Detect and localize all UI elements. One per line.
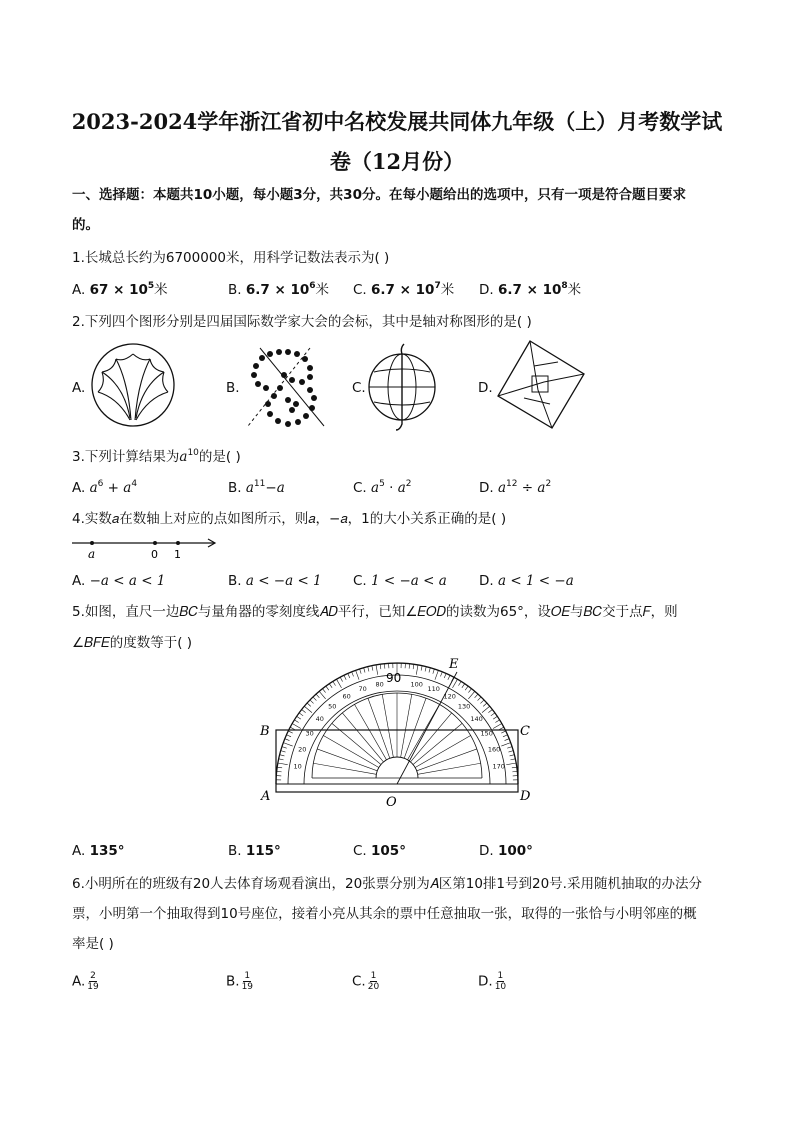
q4-point-1 [176,541,180,545]
q2-a-label: A. [72,380,86,396]
protractor-scale-label: 140 [470,715,483,724]
protractor-tick [448,675,450,679]
protractor-tick [364,668,365,673]
q3-a-label: A. [72,480,86,496]
q6-b-den: 19 [241,982,254,992]
q1-stem: 1.长城总长约为6700000米，用科学记数法表示为( ) [72,250,390,266]
protractor-tick [384,664,385,669]
q1-b-base: 6.7 × 10 [245,282,310,298]
q3-a-p1: a [89,480,98,496]
q1-d-exp: 8 [561,281,568,291]
q2-logo-d [494,338,588,432]
q6-c-fraction [368,971,379,992]
q1-a-label: A. [72,282,86,298]
protractor-scale-label: 130 [457,702,471,711]
q3-b-p1: a [245,480,254,496]
q4-c-text: 1 < −a < a [371,573,447,589]
q3-d-e1: 12 [506,479,518,489]
protractor-tick [421,666,422,671]
q3-c-p2: a [397,480,406,496]
q2-b-label: B. [226,380,240,396]
q4-c-label: C. [353,573,367,589]
q5-stem-line2: ∠𝐵𝐹𝐸的度数等于( ) [72,635,193,651]
q5-option-a [72,842,125,860]
q1-c-base: 6.7 × 10 [371,282,435,298]
q3-stem [72,448,241,466]
protractor-tick [297,716,301,719]
q6-option-a [72,971,99,992]
q1-a-unit: 米 [154,282,168,298]
q6-c-num: 1 [370,971,377,981]
protractor-tick [475,694,478,698]
q6-d-fraction [495,971,506,992]
q1-c-exp: 7 [434,281,441,291]
protractor-tick [337,679,342,688]
q4-b-label: B. [228,573,242,589]
q3-a-e1: 6 [97,479,104,489]
protractor-tick [491,713,495,716]
protractor-ray [368,698,390,758]
protractor-scale-label: 100 [410,680,423,689]
q6-a-fraction [87,971,98,992]
q4-d-label: D. [479,573,494,589]
q5-option-d [479,842,533,860]
q3-option-d [479,479,551,497]
protractor-tick [279,759,284,760]
q5-option-c [353,842,406,860]
protractor-tick [507,747,512,749]
q6-a-den: 19 [87,982,99,992]
protractor-tick [506,763,516,765]
q5-label-C: C [520,724,530,739]
protractor-ray [323,736,378,768]
protractor-tick [329,684,332,688]
q6-line3: 率是( ) [72,936,114,952]
protractor-tick [413,664,414,669]
q3-c-e1: 5 [379,479,385,489]
protractor-tick [310,700,314,703]
protractor-tick [465,686,468,690]
q3-d-label: D. [479,480,494,496]
protractor-tick [478,697,481,701]
protractor-scale-label: 120 [443,692,456,701]
protractor-tick [313,697,316,701]
protractor-tick [510,755,515,756]
protractor-tick [277,767,282,768]
q6-c-label: C. [352,973,366,990]
q4-option-a [72,572,165,590]
q4-stem: 4.实数𝑎在数轴上对应的点如图所示，则𝑎，−𝑎，1的大小关系正确的是( ) [72,511,507,527]
q5-b-label: B. [228,843,242,859]
q5-b-text: 115° [245,843,281,859]
protractor-ray [401,694,412,757]
q6-a-num: 2 [90,971,96,981]
q4-a-text: −a < a < 1 [89,573,166,589]
q3-c-op: · [384,480,398,496]
q6-option-d [478,971,506,992]
q2-logo-b [244,344,330,430]
protractor-tick [425,667,426,672]
section-intro-line2: 的。 [72,217,99,233]
protractor-tick [299,713,303,716]
q1-c-unit: 米 [440,282,455,298]
protractor-tick [453,679,458,688]
q6-b-num: 1 [244,971,251,981]
q3-d-p1: a [497,480,507,496]
q2-c-label: C. [352,380,366,396]
q3-a-op: + [103,480,124,496]
q3-b-e1: 11 [253,479,266,489]
protractor-tick [304,706,312,712]
q3-b-op: − [265,480,277,496]
q3-stem-pre: 3.下列计算结果为 [72,449,180,465]
q1-a-base: 67 × 10 [89,282,148,298]
protractor-tick [344,675,346,679]
protractor-tick [512,771,517,772]
q2-stem: 2.下列四个图形分别是四届国际数学家大会的会标，其中是轴对称图形的是( ) [72,314,532,330]
protractor-tick [483,703,487,706]
protractor-tick [348,673,350,678]
protractor-tick [458,681,461,685]
q5-d-label: D. [479,843,494,859]
q3-option-b [228,479,285,497]
protractor-scale-label: 30 [305,729,314,738]
protractor-ray [317,749,377,771]
q5-label-A: A [261,789,271,804]
q1-option-a [72,281,168,299]
protractor-scale-label: 170 [492,762,505,771]
protractor-tick [435,670,438,679]
protractor-tick [352,672,354,677]
protractor-scale-label: 150 [480,729,493,738]
protractor-ray [418,763,481,774]
q3-d-p2: a [537,480,546,496]
q4-option-c [353,572,447,590]
protractor-tick [283,743,292,746]
q6-b-label: B. [226,973,240,990]
q1-option-d [479,281,581,299]
q6-d-num: 1 [497,971,504,981]
q4-b-text: a < −a < 1 [245,573,322,589]
protractor-tick [307,703,311,706]
document-title-line1: 2023-2024学年浙江省初中名校发展共同体九年级（上）月考数学试 [71,109,723,134]
q3-stem-exp: 10 [187,448,199,458]
q6-option-c [352,971,379,992]
protractor-scale-label: 160 [487,745,501,754]
protractor-tick [281,751,286,752]
q6-line2: 票，小明第一个抽取得到10号座位，接着小亮从其余的票中任意抽取一张，取得的一张恰与小明邻座的概 [72,906,697,922]
q1-b-label: B. [228,282,242,298]
protractor-tick [462,684,465,688]
q4-point-a [90,541,94,545]
q3-c-label: C. [353,480,367,496]
q3-b-label: B. [228,480,242,496]
protractor-tick [444,673,446,678]
q3-stem-post: 的是( ) [198,449,241,465]
protractor-scale-label: 60 [342,692,351,701]
q1-b-exp: 6 [309,281,316,291]
q1-d-base: 6.7 × 10 [497,282,562,298]
protractor-ray [382,694,393,757]
q1-d-label: D. [479,282,494,298]
protractor-ray [415,736,470,768]
q5-a-label: A. [72,843,86,859]
q2-d-label: D. [478,380,493,396]
protractor-tick [277,771,282,772]
protractor-tick [356,670,359,679]
protractor-tick [294,720,298,723]
q5-label-O: O [386,795,397,810]
q4-a-label: A. [72,573,86,589]
q3-c-p1: a [371,480,380,496]
q4-option-d [479,572,574,590]
q3-d-op: ÷ [517,480,538,496]
q5-label-B: B [260,724,270,739]
q4-axis-a: a [88,547,96,561]
protractor-scale-label: 10 [293,762,302,771]
protractor-tick [326,686,329,690]
protractor-ray [417,749,477,771]
protractor-tick [278,763,288,765]
q5-a-text: 135° [89,843,125,859]
protractor-tick [493,724,502,729]
protractor-tick [488,710,492,713]
q5-label-90: 90 [386,671,402,685]
q1-a-exp: 5 [147,281,155,291]
protractor-tick [468,691,474,699]
protractor-tick [368,667,369,672]
protractor-tick [319,691,325,699]
q1-option-b [228,281,329,299]
section-intro-line1: 一、选择题：本题共10小题，每小题3分，共30分。在每小题给出的选项中，只有一项是符合题目要求 [72,187,686,203]
protractor-tick [480,700,484,703]
q1-b-unit: 米 [315,282,330,298]
protractor-scale-label: 20 [298,745,307,754]
protractor-tick [376,665,378,675]
protractor-tick [280,755,285,756]
q3-option-c [353,479,411,497]
protractor-tick [323,689,326,693]
protractor-tick [409,664,410,669]
q3-a-e2: 4 [131,479,138,489]
protractor-tick [416,665,418,675]
protractor-scale-label: 50 [328,702,337,711]
protractor-tick [512,767,517,768]
protractor-tick [333,681,336,685]
protractor-tick [493,716,497,719]
q2-logo-a [90,342,176,428]
protractor-tick [482,706,490,712]
q1-c-label: C. [353,282,367,298]
q6-d-den: 10 [494,982,507,992]
protractor-scale-label: 70 [358,685,367,694]
q5-stem-line1: 5.如图，直尺一边𝐵𝐶与量角器的零刻度线𝐴𝐷平行，已知∠𝐸𝑂𝐷的读数为65°，设𝑂𝐸与𝐵𝐶交于点𝐹，则 [72,604,678,620]
q2-logo-c [366,342,442,432]
protractor-tick [285,739,290,741]
q3-a-p2: a [123,480,132,496]
q4-d-text: a < 1 < −a [497,573,574,589]
protractor-tick [510,759,515,760]
protractor-tick [501,743,510,746]
protractor-tick [468,689,471,693]
q6-line1: 6.小明所在的班级有20人去体育场观看演出，20张票分别为𝐴区第10排1号到20号.采用随机抽取的办法分 [72,876,702,892]
protractor-tick [288,731,292,733]
protractor-scale-label: 80 [375,680,384,689]
protractor-tick [282,747,287,749]
q5-label-D: D [520,789,531,804]
protractor-tick [340,677,342,681]
protractor-tick [433,669,435,674]
protractor-tick [505,739,510,741]
q5-c-label: C. [353,843,367,859]
protractor-tick [495,720,499,723]
protractor-tick [440,672,442,677]
protractor-tick [509,751,514,752]
q3-option-a [72,479,137,497]
protractor-tick [429,668,430,673]
protractor-tick [290,727,294,729]
protractor-tick [302,710,306,713]
q1-option-c [353,281,454,299]
protractor-tick [499,727,503,729]
protractor-scale-label: 40 [315,715,324,724]
q6-b-fraction [242,971,253,992]
q5-c-text: 105° [371,843,406,859]
protractor-tick [286,735,291,737]
q5-option-b [228,842,281,860]
q5-d-text: 100° [497,843,533,859]
protractor-ray [355,704,387,759]
protractor-tick [372,666,373,671]
q3-c-e2: 2 [405,479,412,489]
q3-b-p2: a [276,480,285,496]
q4-option-b [228,572,322,590]
protractor-tick [292,724,301,729]
protractor-tick [316,694,319,698]
q4-point-0 [153,541,157,545]
protractor-tick [503,735,508,737]
protractor-ray [313,763,376,774]
protractor-tick [360,669,362,674]
protractor-tick [501,731,505,733]
q3-d-e2: 2 [545,479,552,489]
q4-axis-1: 1 [174,548,181,561]
q5-label-E: E [449,657,459,672]
q1-d-unit: 米 [567,282,582,298]
q4-axis-0: 0 [151,548,158,561]
protractor-tick [380,664,381,669]
document-title-line2: 卷（12月份） [329,149,465,174]
protractor-scale-label: 110 [427,685,440,694]
q6-a-label: A. [72,973,86,990]
q4-number-line [70,532,220,562]
q3-stem-var: a [179,449,188,465]
q6-c-den: 20 [367,982,380,992]
q6-option-b [226,971,253,992]
q5-protractor-figure [254,652,544,812]
q6-d-label: D. [478,973,493,990]
